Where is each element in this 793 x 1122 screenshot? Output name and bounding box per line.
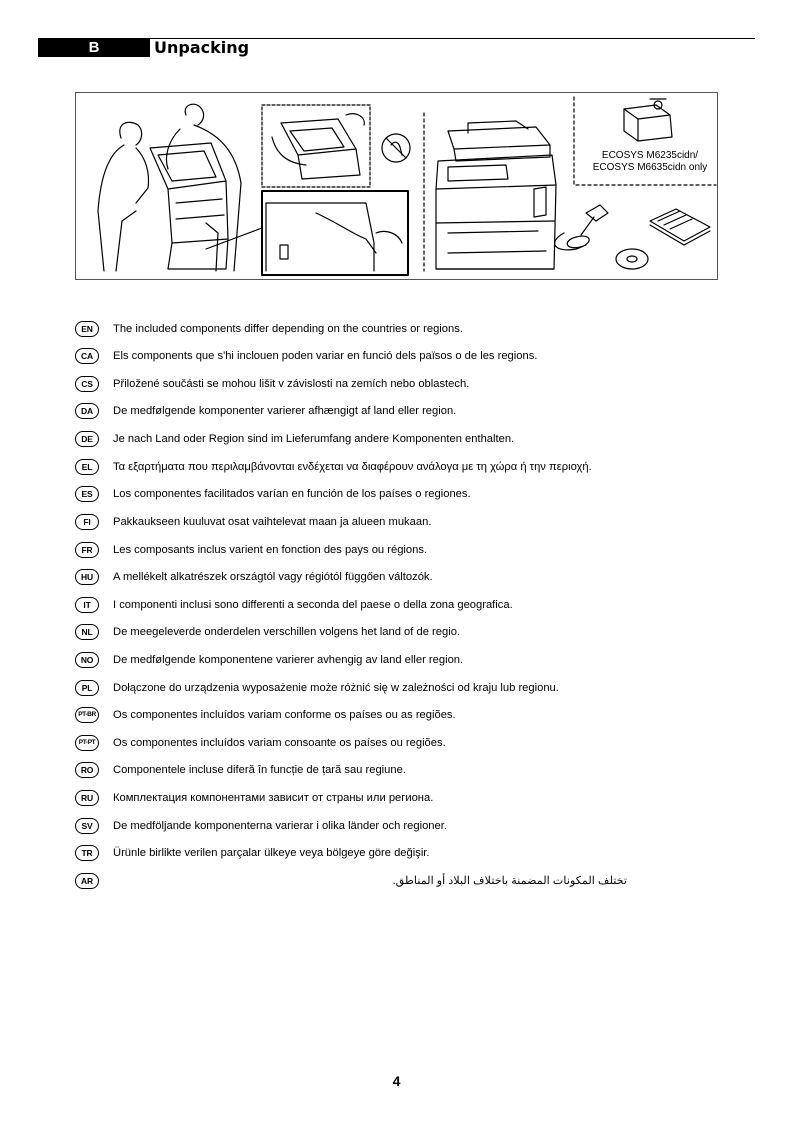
language-badge: NL (75, 624, 99, 640)
language-row-sv (75, 818, 715, 838)
model-note-line1: ECOSYS M6235cidn/ (601, 150, 699, 161)
language-badge: SV (75, 818, 99, 834)
language-text: Los componentes facilitados varían en función de los países o regiones. (113, 488, 471, 500)
language-badge: PT-BR (75, 707, 99, 723)
page-title: Unpacking (154, 38, 250, 57)
cd-disc-icon (616, 249, 648, 269)
printer-drawing (436, 121, 556, 269)
language-badge: ES (75, 486, 99, 502)
power-cord-icon (555, 233, 590, 250)
language-badge: HU (75, 569, 99, 585)
language-text: Dołączone do urządzenia wyposażenie może różnić się w zależności od kraju lub regionu. (113, 682, 559, 694)
people-lifting-figure (98, 104, 241, 271)
language-text: Os componentes incluídos variam conforme os países ou as regiões. (113, 709, 456, 721)
language-row-es (75, 486, 715, 506)
language-row-pl (75, 680, 715, 700)
language-badge: NO (75, 652, 99, 668)
model-note-line2: ECOSYS M6635cidn only (592, 162, 708, 173)
language-badge: IT (75, 597, 99, 613)
language-text: Ürünle birlikte verilen parçalar ülkeye veya bölgeye göre değişir. (113, 847, 430, 859)
language-row-it (75, 597, 715, 617)
language-text: De meegeleverde onderdelen verschillen volgens het land of de regio. (113, 626, 461, 638)
language-badge: PL (75, 680, 99, 696)
language-text: A mellékelt alkatrészek országtól vagy régiótól függően változók. (113, 571, 433, 583)
language-badge: PT-PT (75, 735, 99, 751)
language-text: De medföljande komponenterna varierar i olika länder och regioner. (113, 820, 447, 832)
language-row-hu (75, 569, 715, 589)
language-text: Os componentes incluídos variam consoante os países ou regiões. (113, 737, 446, 749)
language-row-ro (75, 762, 715, 782)
language-badge: AR (75, 873, 99, 889)
language-badge: DA (75, 403, 99, 419)
section-letter: B (38, 39, 150, 57)
language-text: De medfølgende komponentene varierer avhengig av land eller region. (113, 654, 464, 666)
language-text: Les composants inclus varient en fonction des pays ou régions. (113, 544, 428, 556)
language-text: Pakkaukseen kuuluvat osat vaihtelevat maan ja alueen mukaan. (113, 516, 432, 528)
language-badge: FR (75, 542, 99, 558)
language-badge: RO (75, 762, 99, 778)
language-row-el (75, 459, 715, 479)
language-badge: CA (75, 348, 99, 364)
language-text: تختلف المكونات المضمنة باختلاف البلاد أو المناطق. (392, 875, 627, 887)
language-badge: EN (75, 321, 99, 337)
language-row-en (75, 321, 715, 341)
language-badge: FI (75, 514, 99, 530)
language-row-cs (75, 376, 715, 396)
language-row-ca (75, 348, 715, 368)
language-badge: TR (75, 845, 99, 861)
language-row-no (75, 652, 715, 672)
language-row-fr (75, 542, 715, 562)
language-badge: DE (75, 431, 99, 447)
language-row-de (75, 431, 715, 451)
language-badge: EL (75, 459, 99, 475)
language-text: Componentele incluse diferă în funcție de țară sau regiune. (113, 764, 406, 776)
language-text: De medfølgende komponenter varierer afhængigt af land eller region. (113, 405, 457, 417)
language-row-da (75, 403, 715, 423)
language-row-fi (75, 514, 715, 534)
language-text: I componenti inclusi sono differenti a seconda del paese o della zona geografica. (113, 599, 513, 611)
language-text: Přiložené součásti se mohou lišit v závislosti na zemích nebo oblastech. (113, 378, 470, 390)
language-row-pt-br (75, 707, 715, 727)
waste-toner-box-icon (624, 105, 672, 141)
language-text: Je nach Land oder Region sind im Lieferumfang andere Komponenten enthalten. (113, 433, 515, 445)
language-text: The included components differ depending on the countries or regions. (113, 323, 463, 335)
page-number: 4 (392, 1073, 401, 1089)
model-note (586, 150, 714, 174)
language-badge: CS (75, 376, 99, 392)
language-row-tr (75, 845, 715, 865)
language-row-ar (75, 873, 715, 893)
language-text: Els components que s'hi inclouen poden variar en funció dels països o de les regions. (113, 350, 538, 362)
unpacking-illustration (75, 92, 718, 280)
language-text: Комплектация компонентами зависит от страны или региона. (113, 792, 434, 804)
language-text: Τα εξαρτήματα που περιλαμβάνονται ενδέχεται να διαφέρουν ανάλογα με τη χώρα ή την περιοχή. (113, 461, 592, 473)
unpacking-drawing (76, 93, 719, 281)
language-row-nl (75, 624, 715, 644)
language-badge: RU (75, 790, 99, 806)
zoom-box (262, 191, 408, 275)
language-row-ru (75, 790, 715, 810)
language-row-pt-pt (75, 735, 715, 755)
